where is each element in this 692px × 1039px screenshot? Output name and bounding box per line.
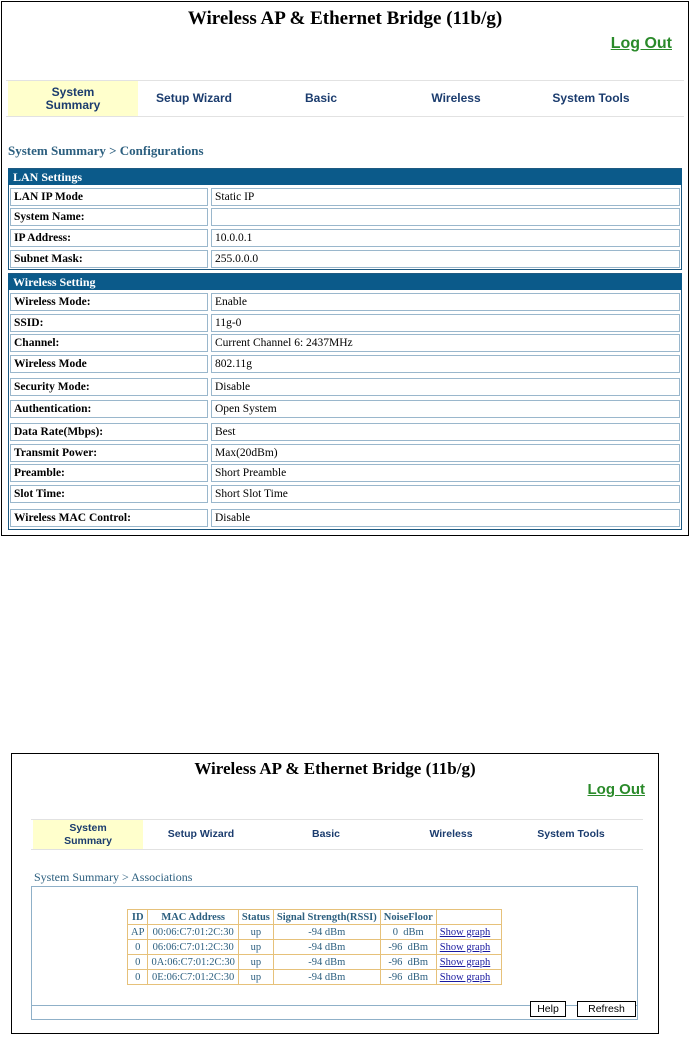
cell-rssi: -94 dBm [273,970,380,985]
row-label: Subnet Mask: [10,250,208,268]
cell-mac: 0E:06:C7:01:2C:30 [148,970,238,985]
row-value: Static IP [211,188,680,206]
page-title: Wireless AP & Ethernet Bridge (11b/g) [194,759,476,778]
show-graph-link[interactable]: Show graph [436,970,501,985]
wireless-row [10,444,680,462]
wireless-settings-heading: Wireless Setting [8,274,682,290]
row-label: System Name: [10,208,208,226]
row-label: Wireless Mode: [10,293,208,311]
cell-noise: -96 dBm [380,970,436,985]
wireless-row [10,485,680,503]
row-label: IP Address: [10,229,208,247]
row-label: Transmit Power: [10,444,208,462]
show-graph-link[interactable]: Show graph [436,955,501,970]
row-value: Current Channel 6: 2437MHz [211,334,680,352]
lan-settings-heading: LAN Settings [8,169,682,185]
show-graph-link[interactable]: Show graph [436,925,501,940]
refresh-button[interactable]: Refresh [577,1001,636,1017]
row-value [211,208,680,226]
tab-system-summary[interactable]: System Summary [33,820,143,849]
cell-noise: 0 dBm [380,925,436,940]
page-title: Wireless AP & Ethernet Bridge (11b/g) [187,8,503,29]
cell-noise: -96 dBm [380,955,436,970]
logout-link[interactable]: Log Out [587,781,645,798]
header-noise-floor: NoiseFloor [380,910,436,925]
tab-basic[interactable]: Basic [311,828,341,840]
cell-status: up [238,970,273,985]
lan-row [10,250,680,268]
cell-rssi: -94 dBm [273,955,380,970]
cell-status: up [238,925,273,940]
wireless-row [10,314,680,332]
table-row [128,940,502,955]
wireless-row [10,509,680,527]
tab-setup-wizard[interactable]: Setup Wizard [167,828,235,840]
lan-row [10,208,680,226]
configurations-screenshot [1,1,689,536]
cell-id: 0 [128,940,148,955]
tab-setup-wizard[interactable]: Setup Wizard [156,91,232,105]
row-value: Enable [211,293,680,311]
header-status: Status [238,910,273,925]
cell-mac: 0A:06:C7:01:2C:30 [148,955,238,970]
table-row [128,970,502,985]
wireless-row [10,293,680,311]
row-label: LAN IP Mode [10,188,208,206]
associations-table [127,909,502,985]
row-value: Disable [211,378,680,396]
row-value: Disable [211,509,680,527]
header-graph [436,910,501,925]
cell-status: up [238,940,273,955]
row-value: 255.0.0.0 [211,250,680,268]
header-signal-strength: Signal Strength(RSSI) [273,910,380,925]
row-value: Short Preamble [211,464,680,482]
tab-basic[interactable]: Basic [304,91,338,105]
tab-wireless[interactable]: Wireless [429,828,473,840]
row-label: Authentication: [10,400,208,418]
row-value: Short Slot Time [211,485,680,503]
breadcrumb: System Summary > Associations [34,870,193,884]
row-value: Open System [211,400,680,418]
row-value: Best [211,423,680,441]
row-label: Channel: [10,334,208,352]
table-row [128,955,502,970]
row-value: 10.0.0.1 [211,229,680,247]
tab-system-tools[interactable]: System Tools [537,828,605,840]
cell-rssi: -94 dBm [273,925,380,940]
main-nav [6,80,684,117]
wireless-row [10,464,680,482]
wireless-row [10,423,680,441]
row-label: Security Mode: [10,378,208,396]
tab-wireless[interactable]: Wireless [431,91,481,105]
header-id: ID [128,910,148,925]
help-button[interactable]: Help [530,1001,566,1017]
cell-noise: -96 dBm [380,940,436,955]
show-graph-link[interactable]: Show graph [436,940,501,955]
table-header-row [128,910,502,925]
tab-system-tools[interactable]: System Tools [552,91,630,105]
wireless-row [10,355,680,373]
row-label: Data Rate(Mbps): [10,423,208,441]
cell-mac: 00:06:C7:01:2C:30 [148,925,238,940]
wireless-row [10,334,680,352]
row-label: Slot Time: [10,485,208,503]
row-label: SSID: [10,314,208,332]
cell-id: 0 [128,955,148,970]
wireless-row [10,400,680,418]
cell-rssi: -94 dBm [273,940,380,955]
row-label: Preamble: [10,464,208,482]
row-value: Max(20dBm) [211,444,680,462]
row-label: Wireless MAC Control: [10,509,208,527]
associations-screenshot [11,753,659,1034]
lan-row [10,229,680,247]
cell-mac: 06:06:C7:01:2C:30 [148,940,238,955]
breadcrumb: System Summary > Configurations [8,143,204,158]
row-value: 11g-0 [211,314,680,332]
lan-row [10,188,680,206]
associations-panel [31,886,638,1020]
main-nav [31,819,643,850]
row-label: Wireless Mode [10,355,208,373]
cell-id: 0 [128,970,148,985]
table-row [128,925,502,940]
logout-link[interactable]: Log Out [610,35,672,52]
tab-system-summary[interactable]: System Summary [8,81,138,116]
row-value: 802.11g [211,355,680,373]
header-mac-address: MAC Address [148,910,238,925]
cell-status: up [238,955,273,970]
cell-id: AP [128,925,148,940]
wireless-row [10,378,680,396]
